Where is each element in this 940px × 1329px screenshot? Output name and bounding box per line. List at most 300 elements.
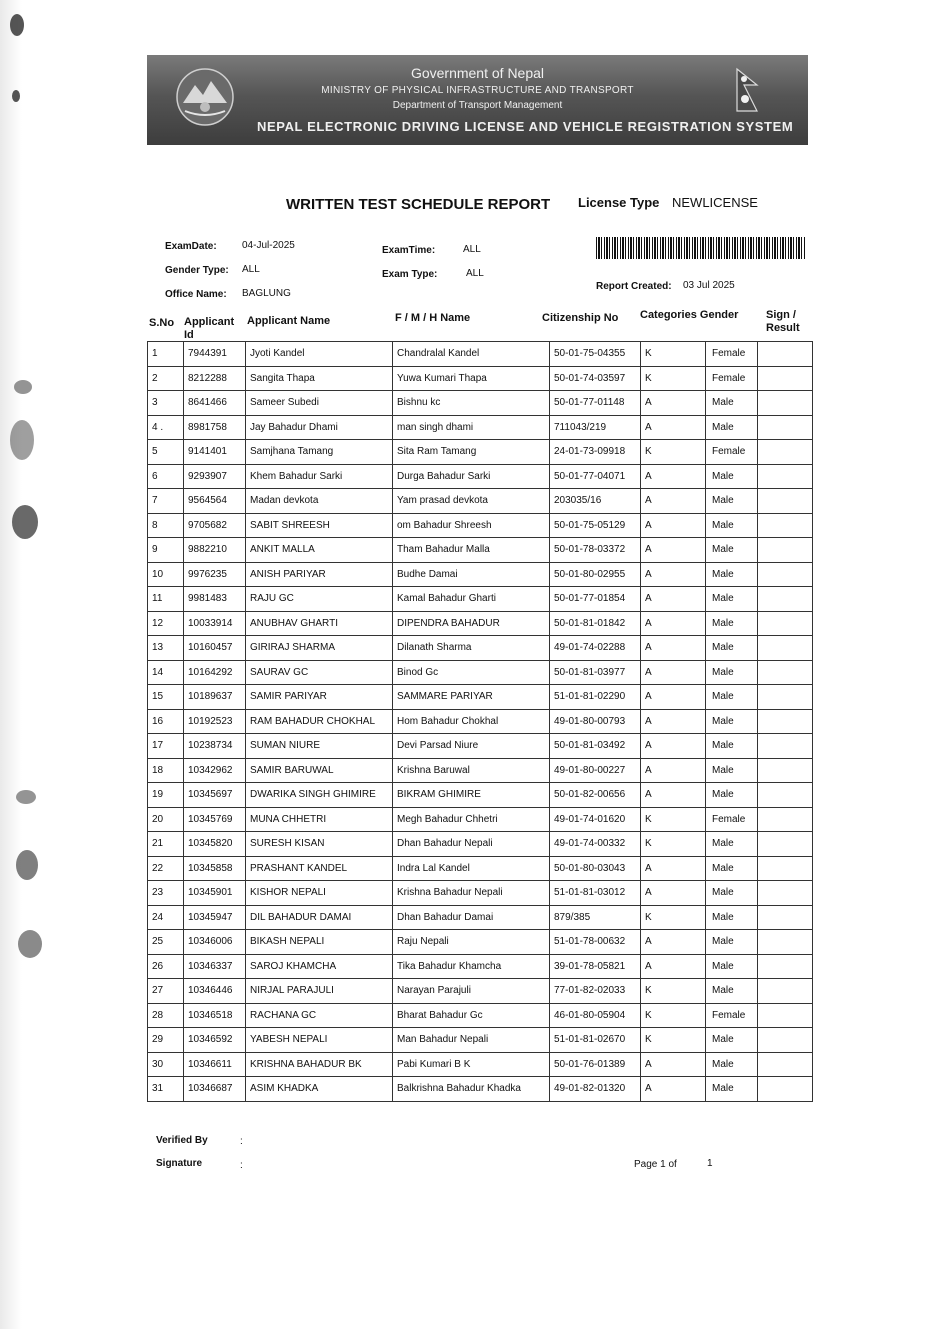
col-header-applicant-name: Applicant Name — [247, 315, 331, 327]
sno-cell: 25 — [148, 930, 184, 955]
category-cell: A — [641, 562, 706, 587]
gender-cell: Male — [706, 587, 758, 612]
category-cell: K — [641, 832, 706, 857]
fmh-name-cell: Yuwa Kumari Thapa — [393, 366, 550, 391]
fmh-name-cell: Kamal Bahadur Gharti — [393, 587, 550, 612]
applicant-name-cell: DWARIKA SINGH GHIMIRE — [246, 783, 393, 808]
applicant-id-cell: 10345901 — [184, 881, 246, 906]
category-cell: A — [641, 513, 706, 538]
gender-cell: Male — [706, 783, 758, 808]
fmh-name-cell: DIPENDRA BAHADUR — [393, 611, 550, 636]
sign-result-cell — [758, 611, 813, 636]
verified-by-label: Verified By — [156, 1135, 208, 1146]
fmh-name-cell: Chandralal Kandel — [393, 342, 550, 367]
banner-system-name: NEPAL ELECTRONIC DRIVING LICENSE AND VEHICLE REGISTRATION SYSTEM — [257, 119, 794, 134]
sno-cell: 30 — [148, 1052, 184, 1077]
table-row — [148, 979, 813, 1004]
table-row — [148, 342, 813, 367]
sno-cell: 17 — [148, 734, 184, 759]
fmh-name-cell: Dilanath Sharma — [393, 636, 550, 661]
sno-cell: 22 — [148, 856, 184, 881]
scan-blot — [14, 380, 32, 394]
table-row — [148, 391, 813, 416]
citizenship-cell: 50-01-78-03372 — [550, 538, 641, 563]
category-cell: A — [641, 489, 706, 514]
citizenship-cell: 50-01-75-05129 — [550, 513, 641, 538]
gender-cell: Male — [706, 1077, 758, 1102]
fmh-name-cell: Dhan Bahadur Nepali — [393, 832, 550, 857]
table-row — [148, 1077, 813, 1102]
applicant-name-cell: KRISHNA BAHADUR BK — [246, 1052, 393, 1077]
table-row — [148, 954, 813, 979]
gender-cell: Female — [706, 807, 758, 832]
gender-cell: Male — [706, 881, 758, 906]
report-title: WRITTEN TEST SCHEDULE REPORT — [286, 196, 551, 213]
sign-result-cell — [758, 366, 813, 391]
table-row — [148, 1003, 813, 1028]
scan-blot — [16, 850, 38, 880]
fmh-name-cell: Binod Gc — [393, 660, 550, 685]
applicant-name-cell: Sameer Subedi — [246, 391, 393, 416]
gender-cell: Male — [706, 562, 758, 587]
applicant-id-cell: 10160457 — [184, 636, 246, 661]
gender-cell: Male — [706, 464, 758, 489]
citizenship-cell: 49-01-82-01320 — [550, 1077, 641, 1102]
category-cell: K — [641, 1028, 706, 1053]
citizenship-cell: 24-01-73-09918 — [550, 440, 641, 465]
sno-cell: 19 — [148, 783, 184, 808]
table-row — [148, 734, 813, 759]
sign-result-cell — [758, 415, 813, 440]
category-cell: A — [641, 391, 706, 416]
citizenship-cell: 50-01-81-01842 — [550, 611, 641, 636]
sign-result-cell — [758, 954, 813, 979]
sign-result-cell — [758, 636, 813, 661]
applicant-id-cell: 10345697 — [184, 783, 246, 808]
sno-cell: 27 — [148, 979, 184, 1004]
sno-cell: 28 — [148, 1003, 184, 1028]
sign-result-cell — [758, 709, 813, 734]
table-row — [148, 807, 813, 832]
applicant-name-cell: SABIT SHREESH — [246, 513, 393, 538]
exam-type-label: Exam Type: — [382, 269, 438, 280]
sign-result-cell — [758, 905, 813, 930]
category-cell: A — [641, 464, 706, 489]
applicant-id-cell: 8981758 — [184, 415, 246, 440]
category-cell: A — [641, 685, 706, 710]
applicant-id-cell: 9141401 — [184, 440, 246, 465]
sign-result-cell — [758, 979, 813, 1004]
table-row — [148, 758, 813, 783]
gender-cell: Male — [706, 513, 758, 538]
table-row — [148, 415, 813, 440]
citizenship-cell: 50-01-80-02955 — [550, 562, 641, 587]
gender-cell: Male — [706, 415, 758, 440]
exam-date-label: ExamDate: — [165, 241, 217, 252]
category-cell: K — [641, 807, 706, 832]
applicant-id-cell: 7944391 — [184, 342, 246, 367]
verified-by-colon: : — [240, 1136, 243, 1147]
sign-result-cell — [758, 734, 813, 759]
sno-cell: 16 — [148, 709, 184, 734]
col-header-applicant-id — [184, 316, 234, 342]
table-row — [148, 611, 813, 636]
table-row — [148, 538, 813, 563]
applicant-name-cell: DIL BAHADUR DAMAI — [246, 905, 393, 930]
sign-result-cell — [758, 881, 813, 906]
table-row — [148, 660, 813, 685]
fmh-name-cell: Man Bahadur Nepali — [393, 1028, 550, 1053]
sno-cell: 4 . — [148, 415, 184, 440]
scan-blot — [16, 790, 36, 804]
sign-result-cell — [758, 685, 813, 710]
category-cell: A — [641, 415, 706, 440]
category-cell: A — [641, 587, 706, 612]
applicant-id-cell: 10345858 — [184, 856, 246, 881]
applicant-name-cell: KISHOR NEPALI — [246, 881, 393, 906]
category-cell: A — [641, 930, 706, 955]
category-cell: A — [641, 538, 706, 563]
applicant-id-cell: 10345820 — [184, 832, 246, 857]
applicant-name-cell: YABESH NEPALI — [246, 1028, 393, 1053]
license-type-label: License Type — [578, 195, 660, 210]
sno-cell: 31 — [148, 1077, 184, 1102]
applicant-name-cell: RAJU GC — [246, 587, 393, 612]
table-row — [148, 709, 813, 734]
col-header-applicant-id-line1: Applicant — [184, 316, 235, 328]
applicant-id-cell: 10346687 — [184, 1077, 246, 1102]
sno-cell: 21 — [148, 832, 184, 857]
table-row — [148, 1028, 813, 1053]
sign-result-cell — [758, 489, 813, 514]
applicant-name-cell: SAMIR BARUWAL — [246, 758, 393, 783]
exam-time-label: ExamTime: — [382, 245, 436, 256]
sign-result-cell — [758, 538, 813, 563]
sno-cell: 15 — [148, 685, 184, 710]
sno-cell: 18 — [148, 758, 184, 783]
category-cell: A — [641, 1052, 706, 1077]
scan-blot — [12, 90, 20, 102]
table-row — [148, 832, 813, 857]
fmh-name-cell: Sita Ram Tamang — [393, 440, 550, 465]
applicant-name-cell: BIKASH NEPALI — [246, 930, 393, 955]
table-row — [148, 489, 813, 514]
citizenship-cell: 49-01-74-01620 — [550, 807, 641, 832]
sign-result-cell — [758, 464, 813, 489]
applicant-id-cell: 10342962 — [184, 758, 246, 783]
applicant-name-cell: Khem Bahadur Sarki — [246, 464, 393, 489]
table-row — [148, 587, 813, 612]
fmh-name-cell: Tika Bahadur Khamcha — [393, 954, 550, 979]
license-type-value: NEWLICENSE — [672, 195, 758, 210]
table-row — [148, 636, 813, 661]
applicant-name-cell: SAROJ KHAMCHA — [246, 954, 393, 979]
sno-cell: 5 — [148, 440, 184, 465]
table-row — [148, 856, 813, 881]
sign-result-cell — [758, 391, 813, 416]
sign-result-cell — [758, 1077, 813, 1102]
gender-cell: Male — [706, 538, 758, 563]
category-cell: K — [641, 979, 706, 1004]
scan-blot — [10, 420, 34, 460]
page-number-label: Page 1 of — [634, 1159, 677, 1170]
header-banner — [147, 55, 808, 145]
applicant-id-cell: 10346611 — [184, 1052, 246, 1077]
gender-cell: Male — [706, 709, 758, 734]
citizenship-cell: 50-01-82-00656 — [550, 783, 641, 808]
citizenship-cell: 51-01-81-02290 — [550, 685, 641, 710]
office-name-label: Office Name: — [165, 289, 227, 300]
applicant-table — [147, 341, 813, 1102]
citizenship-cell: 50-01-77-04071 — [550, 464, 641, 489]
fmh-name-cell: Krishna Baruwal — [393, 758, 550, 783]
category-cell: A — [641, 611, 706, 636]
applicant-id-cell: 10346592 — [184, 1028, 246, 1053]
table-row — [148, 440, 813, 465]
col-header-applicant-id-line2: Id — [184, 329, 194, 341]
citizenship-cell: 879/385 — [550, 905, 641, 930]
category-cell: K — [641, 342, 706, 367]
applicant-id-cell: 10033914 — [184, 611, 246, 636]
office-name-value: BAGLUNG — [242, 288, 291, 299]
fmh-name-cell: Raju Nepali — [393, 930, 550, 955]
sno-cell: 29 — [148, 1028, 184, 1053]
nepal-flag-icon — [735, 67, 759, 113]
col-header-citizenship: Citizenship No — [542, 312, 619, 324]
scan-blot — [10, 14, 24, 36]
sign-result-cell — [758, 660, 813, 685]
category-cell: A — [641, 758, 706, 783]
fmh-name-cell: Bishnu kc — [393, 391, 550, 416]
applicant-id-cell: 10346446 — [184, 979, 246, 1004]
applicant-id-cell: 9293907 — [184, 464, 246, 489]
sign-result-cell — [758, 1003, 813, 1028]
gender-cell: Male — [706, 636, 758, 661]
sno-cell: 2 — [148, 366, 184, 391]
table-row — [148, 685, 813, 710]
fmh-name-cell: Durga Bahadur Sarki — [393, 464, 550, 489]
exam-date-value: 04-Jul-2025 — [242, 240, 295, 251]
sno-cell: 7 — [148, 489, 184, 514]
category-cell: K — [641, 366, 706, 391]
applicant-id-cell: 9882210 — [184, 538, 246, 563]
applicant-id-cell: 10189637 — [184, 685, 246, 710]
citizenship-cell: 51-01-81-02670 — [550, 1028, 641, 1053]
gender-cell: Female — [706, 440, 758, 465]
banner-government-line: Government of Nepal — [410, 65, 545, 81]
applicant-name-cell: GIRIRAJ SHARMA — [246, 636, 393, 661]
sign-result-cell — [758, 832, 813, 857]
gender-cell: Male — [706, 832, 758, 857]
citizenship-cell: 50-01-77-01854 — [550, 587, 641, 612]
category-cell: A — [641, 783, 706, 808]
applicant-id-cell: 10164292 — [184, 660, 246, 685]
applicant-id-cell: 10346006 — [184, 930, 246, 955]
table-row — [148, 366, 813, 391]
table-row — [148, 905, 813, 930]
fmh-name-cell: Narayan Parajuli — [393, 979, 550, 1004]
sign-result-cell — [758, 856, 813, 881]
applicant-name-cell: ANISH PARIYAR — [246, 562, 393, 587]
page-total: 1 — [707, 1158, 713, 1169]
citizenship-cell: 50-01-77-01148 — [550, 391, 641, 416]
citizenship-cell: 50-01-81-03977 — [550, 660, 641, 685]
fmh-name-cell: Hom Bahadur Chokhal — [393, 709, 550, 734]
applicant-id-cell: 10238734 — [184, 734, 246, 759]
citizenship-cell: 49-01-80-00227 — [550, 758, 641, 783]
citizenship-cell: 711043/219 — [550, 415, 641, 440]
applicant-name-cell: ASIM KHADKA — [246, 1077, 393, 1102]
applicant-name-cell: SAURAV GC — [246, 660, 393, 685]
sign-result-cell — [758, 342, 813, 367]
applicant-id-cell: 8641466 — [184, 391, 246, 416]
sno-cell: 20 — [148, 807, 184, 832]
applicant-name-cell: MUNA CHHETRI — [246, 807, 393, 832]
fmh-name-cell: Dhan Bahadur Damai — [393, 905, 550, 930]
applicant-id-cell: 9705682 — [184, 513, 246, 538]
category-cell: K — [641, 440, 706, 465]
applicant-name-cell: RAM BAHADUR CHOKHAL — [246, 709, 393, 734]
sign-result-cell — [758, 587, 813, 612]
exam-time-value: ALL — [463, 244, 481, 255]
sign-result-cell — [758, 562, 813, 587]
applicant-name-cell: SURESH KISAN — [246, 832, 393, 857]
signature-label: Signature — [156, 1158, 203, 1169]
sign-result-cell — [758, 440, 813, 465]
sno-cell: 3 — [148, 391, 184, 416]
table-row — [148, 513, 813, 538]
fmh-name-cell: Tham Bahadur Malla — [393, 538, 550, 563]
category-cell: A — [641, 856, 706, 881]
col-header-sign-line2: Result — [766, 322, 800, 334]
sno-cell: 24 — [148, 905, 184, 930]
citizenship-cell: 49-01-74-00332 — [550, 832, 641, 857]
gender-cell: Male — [706, 685, 758, 710]
fmh-name-cell: om Bahadur Shreesh — [393, 513, 550, 538]
fmh-name-cell: Pabi Kumari B K — [393, 1052, 550, 1077]
sno-cell: 8 — [148, 513, 184, 538]
gender-cell: Female — [706, 1003, 758, 1028]
citizenship-cell: 50-01-80-03043 — [550, 856, 641, 881]
applicant-id-cell: 9981483 — [184, 587, 246, 612]
gender-cell: Male — [706, 1028, 758, 1053]
col-header-fmh-name: F / M / H Name — [395, 312, 471, 324]
citizenship-cell: 203035/16 — [550, 489, 641, 514]
exam-type-value: ALL — [466, 268, 484, 279]
applicant-id-cell: 9564564 — [184, 489, 246, 514]
sign-result-cell — [758, 783, 813, 808]
sno-cell: 23 — [148, 881, 184, 906]
applicant-id-cell: 9976235 — [184, 562, 246, 587]
sno-cell: 12 — [148, 611, 184, 636]
category-cell: K — [641, 905, 706, 930]
sno-cell: 14 — [148, 660, 184, 685]
applicant-name-cell: NIRJAL PARAJULI — [246, 979, 393, 1004]
category-cell: A — [641, 734, 706, 759]
fmh-name-cell: Yam prasad devkota — [393, 489, 550, 514]
applicant-id-cell: 10346518 — [184, 1003, 246, 1028]
gender-type-label: Gender Type: — [165, 265, 229, 276]
sno-cell: 9 — [148, 538, 184, 563]
applicant-name-cell: PRASHANT KANDEL — [246, 856, 393, 881]
scan-blot — [12, 505, 38, 539]
applicant-name-cell: Jyoti Kandel — [246, 342, 393, 367]
citizenship-cell: 51-01-81-03012 — [550, 881, 641, 906]
fmh-name-cell: Devi Parsad Niure — [393, 734, 550, 759]
category-cell: A — [641, 709, 706, 734]
signature-colon: : — [240, 1160, 243, 1171]
report-created-label: Report Created: — [596, 281, 672, 292]
gender-cell: Female — [706, 342, 758, 367]
table-row — [148, 464, 813, 489]
citizenship-cell: 50-01-74-03597 — [550, 366, 641, 391]
table-row — [148, 1052, 813, 1077]
col-header-sno: S.No — [149, 317, 175, 329]
sno-cell: 6 — [148, 464, 184, 489]
applicant-id-cell: 10192523 — [184, 709, 246, 734]
gender-cell: Male — [706, 905, 758, 930]
fmh-name-cell: BIKRAM GHIMIRE — [393, 783, 550, 808]
fmh-name-cell: Indra Lal Kandel — [393, 856, 550, 881]
fmh-name-cell: Megh Bahadur Chhetri — [393, 807, 550, 832]
applicant-table-body — [148, 342, 813, 1102]
scan-edge — [0, 0, 22, 1329]
category-cell: A — [641, 636, 706, 661]
table-row — [148, 783, 813, 808]
citizenship-cell: 77-01-82-02033 — [550, 979, 641, 1004]
citizenship-cell: 49-01-74-02288 — [550, 636, 641, 661]
applicant-id-cell: 10345769 — [184, 807, 246, 832]
fmh-name-cell: Bharat Bahadur Gc — [393, 1003, 550, 1028]
sign-result-cell — [758, 930, 813, 955]
gender-type-value: ALL — [242, 264, 260, 275]
gender-cell: Male — [706, 930, 758, 955]
category-cell: A — [641, 660, 706, 685]
banner-ministry-line: MINISTRY OF PHYSICAL INFRASTRUCTURE AND TRANSPORT — [321, 85, 634, 96]
table-row — [148, 562, 813, 587]
gender-cell: Female — [706, 366, 758, 391]
col-header-sign-line1: Sign / — [766, 309, 796, 321]
applicant-id-cell: 10345947 — [184, 905, 246, 930]
sno-cell: 11 — [148, 587, 184, 612]
citizenship-cell: 51-01-78-00632 — [550, 930, 641, 955]
applicant-id-cell: 10346337 — [184, 954, 246, 979]
table-row — [148, 930, 813, 955]
gender-cell: Male — [706, 979, 758, 1004]
gender-cell: Male — [706, 856, 758, 881]
applicant-name-cell: Madan devkota — [246, 489, 393, 514]
citizenship-cell: 50-01-75-04355 — [550, 342, 641, 367]
sno-cell: 26 — [148, 954, 184, 979]
category-cell: A — [641, 881, 706, 906]
sign-result-cell — [758, 758, 813, 783]
sign-result-cell — [758, 1052, 813, 1077]
citizenship-cell: 50-01-81-03492 — [550, 734, 641, 759]
fmh-name-cell: man singh dhami — [393, 415, 550, 440]
applicant-name-cell: Sangita Thapa — [246, 366, 393, 391]
sign-result-cell — [758, 513, 813, 538]
banner-department-line: Department of Transport Management — [392, 100, 563, 111]
citizenship-cell: 49-01-80-00793 — [550, 709, 641, 734]
applicant-name-cell: Jay Bahadur Dhami — [246, 415, 393, 440]
scan-blot — [18, 930, 42, 958]
col-header-categories-gender: Categories Gender — [640, 309, 739, 321]
sign-result-cell — [758, 1028, 813, 1053]
fmh-name-cell: Budhe Damai — [393, 562, 550, 587]
table-row — [148, 881, 813, 906]
applicant-name-cell: Samjhana Tamang — [246, 440, 393, 465]
applicant-name-cell: RACHANA GC — [246, 1003, 393, 1028]
